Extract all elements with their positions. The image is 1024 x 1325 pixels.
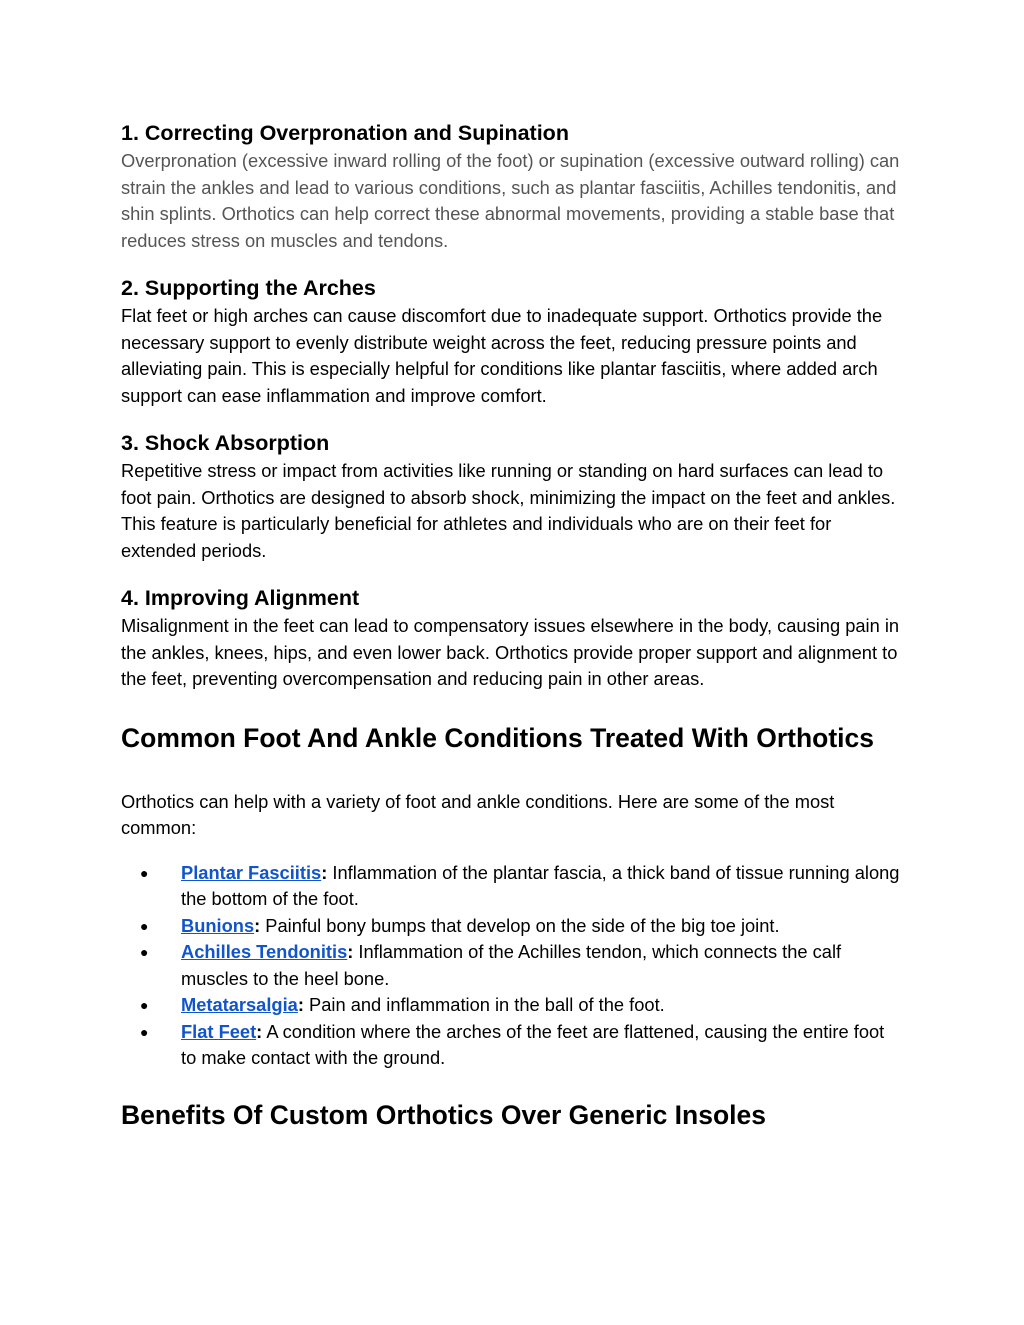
- benefits-heading: Benefits Of Custom Orthotics Over Generic Insoles: [121, 1099, 766, 1130]
- achilles-tendonitis-link[interactable]: Achilles Tendonitis: [181, 941, 348, 962]
- section-paragraph: Flat feet or high arches can cause discomfort due to inadequate support. Orthotics provide the necessary support to evenly distribute weight across the feet, reducing pressure points and alleviating pain. This is especially helpful for conditions like plantar fasciitis, where added arch support can ease inflammation and improve comfort.: [121, 305, 883, 406]
- condition-description: Inflammation of the Achilles tendon, which connects the calf muscles to the heel bone.: [181, 941, 842, 989]
- term-colon: :: [254, 914, 261, 936]
- plantar-fasciitis-link[interactable]: Plantar Fasciitis: [181, 861, 322, 883]
- term-colon: :: [321, 861, 328, 883]
- condition-description: Inflammation of the plantar fascia, a thick band of tissue running along the bottom of the foot.: [181, 861, 900, 909]
- section-shock-absorption: [121, 428, 901, 564]
- conditions-heading: Common Foot And Ankle Conditions Treated With Orthotics: [121, 722, 875, 753]
- list-item: [121, 913, 901, 940]
- bullet-icon: ●: [140, 917, 149, 934]
- section-heading: 4. Improving Alignment: [121, 586, 360, 610]
- condition-description: A condition where the arches of the feet are flattened, causing the entire foot to make contact with the ground.: [181, 1020, 885, 1068]
- condition-description: Pain and inflammation in the ball of the foot.: [303, 994, 665, 1015]
- section-heading: 3. Shock Absorption: [121, 431, 330, 455]
- list-item: [121, 860, 901, 913]
- condition-description: Painful bony bumps that develop on the side of the big toe joint.: [260, 914, 780, 936]
- conditions-intro: Orthotics can help with a variety of foot and ankle conditions. Here are some of the most common:: [121, 790, 835, 838]
- section-overpronation: [121, 118, 901, 254]
- metatarsalgia-link[interactable]: Metatarsalgia: [181, 994, 298, 1015]
- term-colon: :: [256, 1020, 263, 1042]
- conditions-list: [121, 860, 901, 1072]
- document-page: [121, 118, 901, 1132]
- bullet-icon: ●: [140, 864, 149, 881]
- bullet-icon: ●: [140, 1023, 149, 1040]
- section-alignment: [121, 583, 901, 693]
- flat-feet-link[interactable]: Flat Feet: [181, 1020, 257, 1042]
- list-item: [121, 939, 901, 992]
- bunions-link[interactable]: Bunions: [181, 914, 255, 936]
- bullet-icon: ●: [140, 997, 149, 1013]
- section-arches: [121, 273, 901, 409]
- term-colon: :: [297, 994, 304, 1015]
- term-colon: :: [347, 941, 354, 962]
- list-item: [121, 1019, 901, 1072]
- section-paragraph: Overpronation (excessive inward rolling of the foot) or supination (excessive outward rolling) can strain the ankles and lead to various conditions, such as plantar fasciitis, Achilles tendonitis, and shin splints. Orthotics can help correct these abnormal movements, providing a stable base that reduces stress on muscles and tendons.: [121, 150, 900, 251]
- section-heading: 2. Supporting the Arches: [121, 276, 376, 300]
- section-heading: 1. Correcting Overpronation and Supination: [121, 121, 569, 145]
- list-item: [121, 992, 901, 1019]
- section-paragraph: Misalignment in the feet can lead to compensatory issues elsewhere in the body, causing pain in the ankles, knees, hips, and even lower back. Orthotics provide proper support and alignment to the feet, preventing overcompensation and reducing pain in other areas.: [121, 615, 900, 689]
- bullet-icon: ●: [140, 944, 149, 960]
- section-paragraph: Repetitive stress or impact from activities like running or standing on hard surfaces can lead to foot pain. Orthotics are designed to absorb shock, minimizing the impact on the feet and ankles. This feature is particularly beneficial for athletes and individuals who are on their feet for extended periods.: [121, 460, 896, 561]
